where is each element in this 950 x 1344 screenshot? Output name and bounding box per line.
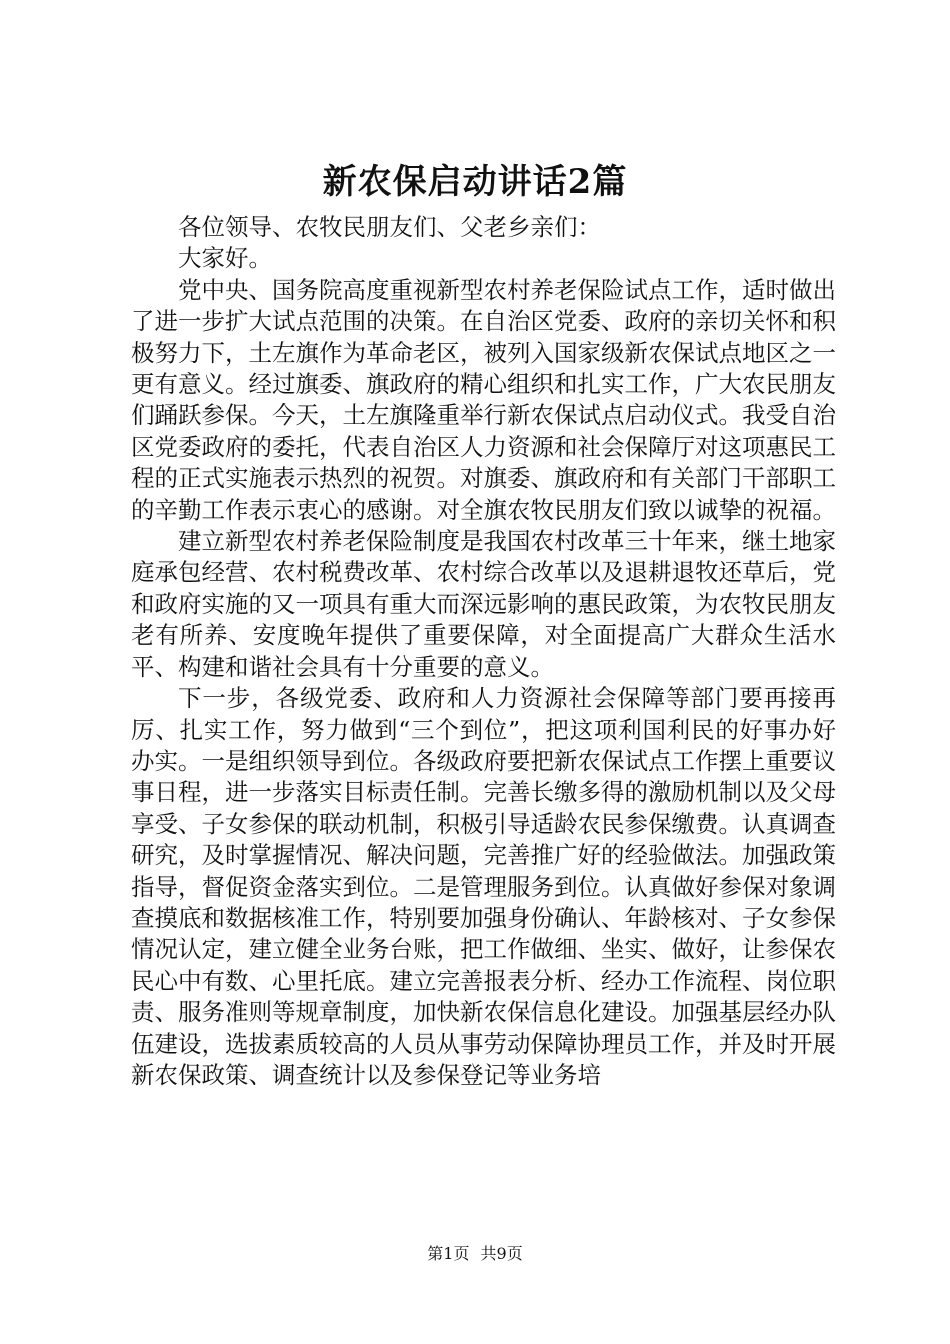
page-footer bbox=[0, 1243, 950, 1265]
body-paragraph: 下一步，各级党委、政府和人力资源社会保障等部门要再接再厉、扎实工作，努力做到“三个到位”，把这项利国利民的好事办好办实。一是组织领导到位。各级政府要把新农保试点工作摆上重要议事日程，进一步落实目标责任制。完善长缴多得的激励机制以及父母享受、子女参保的联动机制，积极引导适龄农民参保缴费。认真调查研究，及时掌握情况、解决问题，完善推广好的经验做法。加强政策指导，督促资金落实到位。二是管理服务到位。认真做好参保对象调查摸底和数据核准工作，特别要加强身份确认、年龄核对、子女参保情况认定，建立健全业务台账，把工作做细、坐实、做好，让参保农民心中有数、心里托底。建立完善报表分析、经办工作流程、岗位职责、服务准则等规章制度，加快新农保信息化建设。加强基层经办队伍建设，选拔素质较高的人员从事劳动保障协理员工作，并及时开展新农保政策、调查统计以及参保登记等业务培 bbox=[131, 684, 836, 1089]
page-number: 第1页 bbox=[427, 1244, 470, 1263]
document-body bbox=[131, 212, 836, 1091]
body-paragraph: 建立新型农村养老保险制度是我国农村改革三十年来，继土地家庭承包经营、农村税费改革、农村综合改革以及退耕退牧还草后，党和政府实施的又一项具有重大而深远影响的惠民政策，为农牧民朋友老有所养、安度晚年提供了重要保障，对全面提高广大群众生活水平、构建和谐社会具有十分重要的意义。 bbox=[131, 527, 836, 681]
salutation-paragraph: 各位领导、农牧民朋友们、父老乡亲们： bbox=[178, 213, 601, 241]
page-total: 共9页 bbox=[480, 1244, 523, 1263]
greeting-paragraph: 大家好。 bbox=[178, 244, 272, 273]
document-title: 新农保启动讲话2篇 bbox=[322, 162, 628, 202]
body-paragraph: 党中央、国务院高度重视新型农村养老保险试点工作，适时做出了进一步扩大试点范围的决策。在自治区党委、政府的亲切关怀和积极努力下，土左旗作为革命老区，被列入国家级新农保试点地区之一更有意义。经过旗委、旗政府的精心组织和扎实工作，广大农民朋友们踊跃参保。今天，土左旗隆重举行新农保试点启动仪式。我受自治区党委政府的委托，代表自治区人力资源和社会保障厅对这项惠民工程的正式实施表示热烈的祝贺。对旗委、旗政府和有关部门干部职工的辛勤工作表示衷心的感谢。对全旗农牧民朋友们致以诚挚的祝福。 bbox=[131, 275, 836, 524]
